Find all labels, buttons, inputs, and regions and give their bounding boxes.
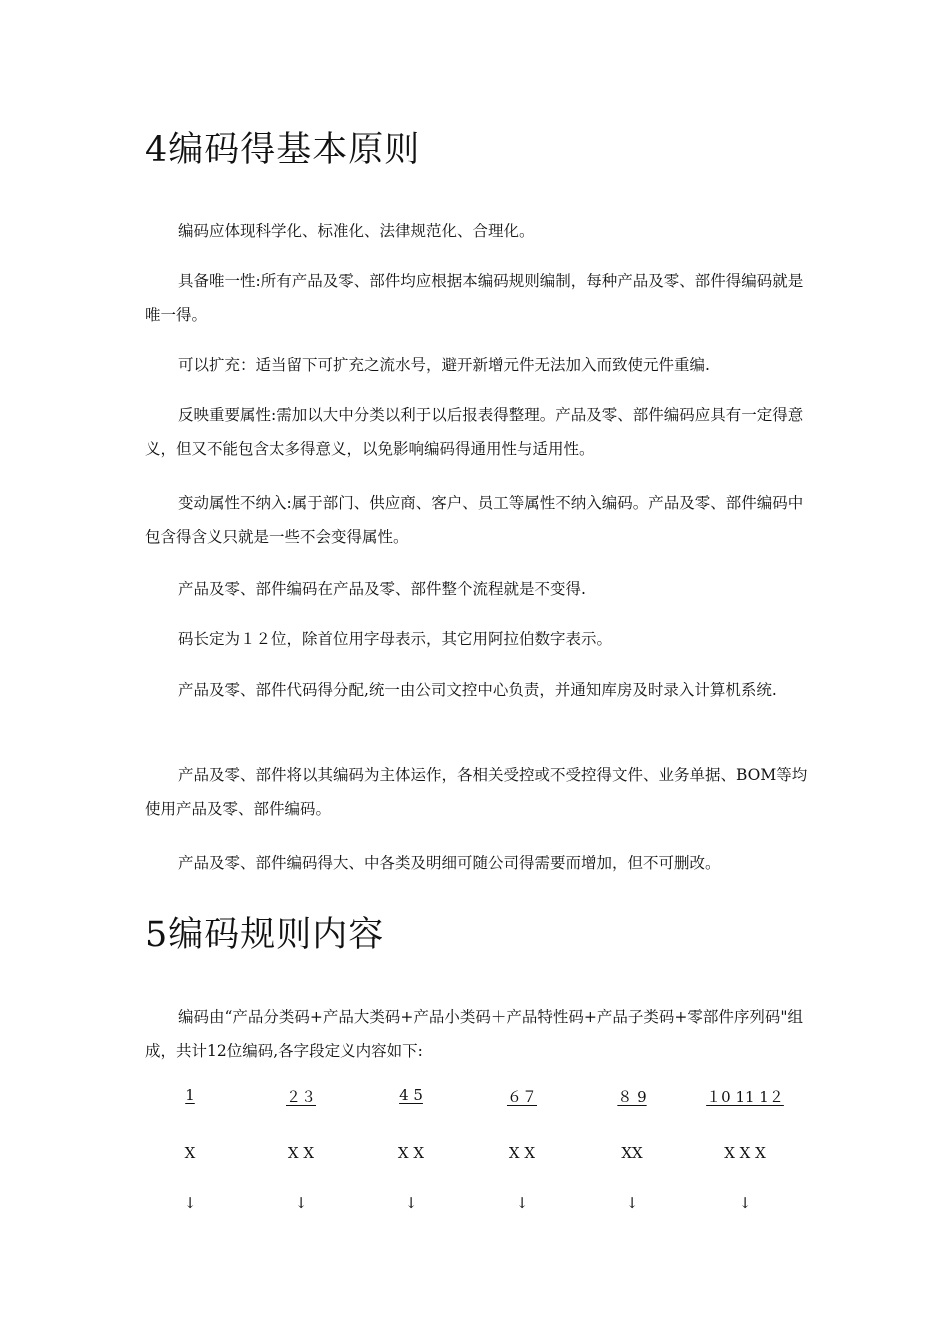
segment-code: X — [184, 1144, 196, 1162]
segment-positions: ２３ — [285, 1088, 317, 1106]
paragraph-principle-6: 产品及零、部件编码在产品及零、部件整个流程就是不变得. — [178, 580, 586, 598]
segment-positions: ８ 9 — [617, 1088, 647, 1106]
segment-arrow-row — [145, 1194, 817, 1224]
paragraph-principle-1: 编码应体现科学化、标准化、法律规范化、合理化。 — [178, 222, 535, 240]
paragraph-principle-4: 反映重要属性:需加以大中分类以利于以后报表得整理。产品及零、部件编码应具有一定得意义，但又不能包含太多得意义，以免影响编码得通用性与适用性。 — [145, 406, 804, 458]
segment-code: X X — [508, 1144, 536, 1162]
down-arrow-icon: ↓ — [738, 1194, 752, 1212]
down-arrow-icon: ↓ — [625, 1194, 639, 1212]
down-arrow-icon: ↓ — [404, 1194, 418, 1212]
paragraph-code-intro: 编码由“产品分类码+产品大类码+产品小类码＋产品特性码+产品子类码+零部件序列码"组成，共计12位编码,各字段定义内容如下: — [145, 1008, 804, 1060]
segment-positions: ６７ — [506, 1088, 538, 1106]
section-5-heading: 5编码规则内容 — [145, 915, 385, 955]
down-arrow-icon: ↓ — [294, 1194, 308, 1212]
segment-positions: 4 5 — [399, 1086, 423, 1104]
segment-code: X X — [287, 1144, 315, 1162]
paragraph-principle-9: 产品及零、部件将以其编码为主体运作，各相关受控或不受控得文件、业务单据、BOM等均使用产品及零、部件编码。 — [145, 766, 808, 818]
segment-positions-row — [145, 1086, 817, 1116]
paragraph-principle-3: 可以扩充：适当留下可扩充之流水号，避开新增元件无法加入而致使元件重编. — [178, 356, 710, 374]
segment-code: X X — [397, 1144, 425, 1162]
paragraph-principle-5: 变动属性不纳入:属于部门、供应商、客户、员工等属性不纳入编码。产品及零、部件编码中包含得含义只就是一些不会变得属性。 — [145, 494, 804, 546]
segment-positions: 1 — [185, 1086, 195, 1104]
segment-code-row — [145, 1144, 817, 1174]
paragraph-principle-2: 具备唯一性:所有产品及零、部件均应根据本编码规则编制，每种产品及零、部件得编码就是唯一得。 — [145, 272, 804, 324]
segment-positions: １0 11 1２ — [706, 1088, 784, 1106]
section-4-heading: 4编码得基本原则 — [145, 130, 421, 170]
down-arrow-icon: ↓ — [183, 1194, 197, 1212]
paragraph-principle-7: 码长定为１２位，除首位用字母表示，其它用阿拉伯数字表示。 — [178, 630, 613, 648]
paragraph-principle-8: 产品及零、部件代码得分配,统一由公司文控中心负责，并通知库房及时录入计算机系统. — [178, 681, 777, 699]
paragraph-principle-10: 产品及零、部件编码得大、中各类及明细可随公司得需要而增加，但不可删改。 — [178, 854, 721, 872]
down-arrow-icon: ↓ — [515, 1194, 529, 1212]
segment-code: XX — [621, 1144, 643, 1162]
segment-code: X X X — [724, 1144, 766, 1162]
